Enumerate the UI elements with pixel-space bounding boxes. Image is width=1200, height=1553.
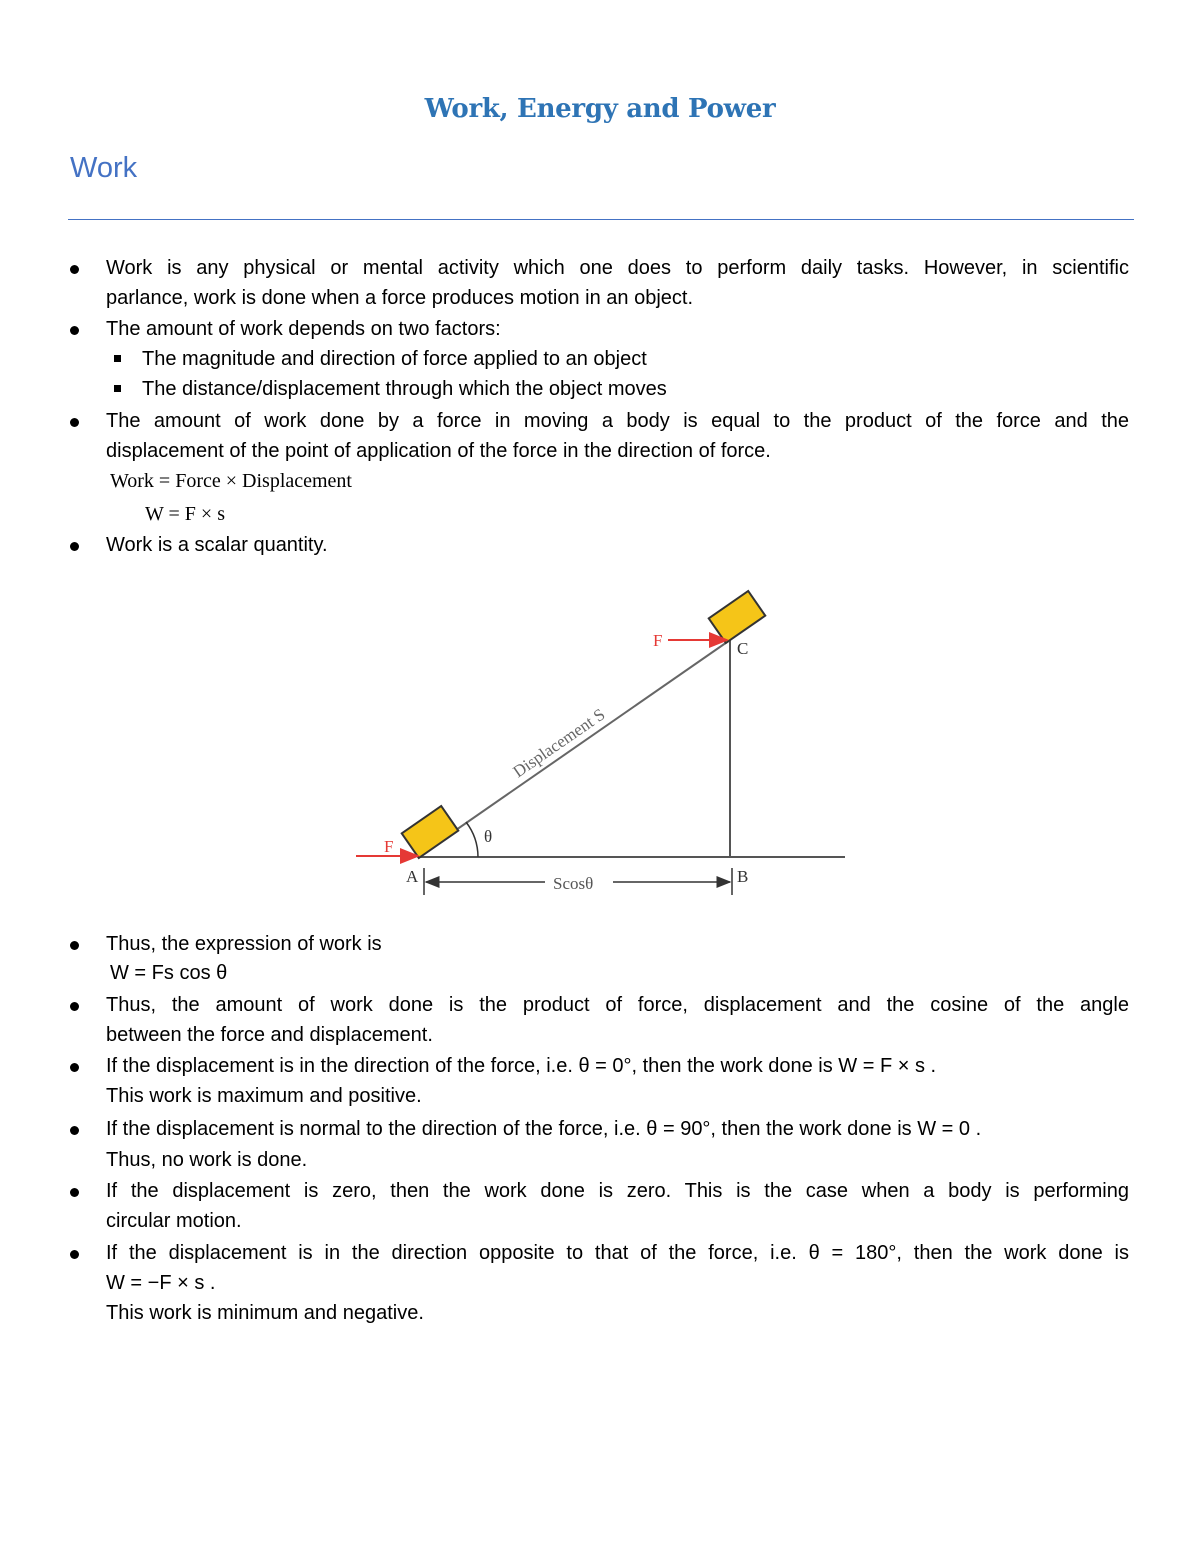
bullet-dot xyxy=(70,1250,79,1259)
bullet-1-line-2: parlance, work is done when a force produces motion in an object. xyxy=(106,287,694,309)
formula-w-fscos: W = Fs cos θ xyxy=(110,962,228,984)
bullet-8-line-1: If the displacement is normal to the direction of the force, i.e. θ = 90°, then the work done is W = 0 . xyxy=(106,1118,982,1140)
bullet-2: The amount of work depends on two factors: xyxy=(106,318,501,340)
angle-arc xyxy=(466,822,478,857)
bullet-10-line-2: W = −F × s . xyxy=(106,1272,216,1294)
label-theta: θ xyxy=(484,827,493,846)
sub-bullet-1: The magnitude and direction of force applied to an object xyxy=(142,348,647,370)
section-heading-work: Work xyxy=(70,152,138,184)
bullet-dot xyxy=(70,1063,79,1072)
bullet-dot xyxy=(70,1188,79,1197)
bullet-dot xyxy=(70,941,79,950)
bullet-9-line-2: circular motion. xyxy=(106,1210,242,1232)
formula-work-force-displacement: Work = Force × Displacement xyxy=(110,470,352,492)
bullet-6-line-1: Thus, the amount of work done is the product of force, displacement and the cosine of the angle xyxy=(106,994,1129,1016)
bullet-9-line-1: If the displacement is zero, then the work done is zero. This is the case when a body is performing xyxy=(106,1180,1129,1202)
document-title: Work, Energy and Power xyxy=(424,94,776,124)
label-displacement: Displacement S xyxy=(509,704,609,782)
bullet-5: Thus, the expression of work is xyxy=(106,933,382,955)
label-point-b: B xyxy=(737,867,749,886)
formula-w-fs: W = F × s xyxy=(145,503,225,525)
bullet-10-line-1: If the displacement is in the direction opposite to that of the force, i.e. θ = 180°, then the work done is xyxy=(106,1242,1129,1264)
block-at-c xyxy=(709,591,766,643)
label-scos: Scosθ xyxy=(553,874,594,893)
block-at-a xyxy=(402,806,459,858)
bullet-8-line-2: Thus, no work is done. xyxy=(106,1149,308,1171)
label-force-c: F xyxy=(653,631,663,650)
bullet-dot xyxy=(70,1126,79,1135)
bullet-3-line-2: displacement of the point of application of the force in the direction of force. xyxy=(106,440,771,462)
bullet-10-line-3: This work is minimum and negative. xyxy=(106,1302,424,1324)
bullet-6-line-2: between the force and displacement. xyxy=(106,1024,433,1046)
bullet-3-line-1: The amount of work done by a force in moving a body is equal to the product of the force and the xyxy=(106,410,1129,432)
sub-bullet-2: The distance/displacement through which the object moves xyxy=(142,378,667,400)
label-point-c: C xyxy=(737,639,749,658)
label-force-a: F xyxy=(384,837,394,856)
bullet-7-line-2: This work is maximum and positive. xyxy=(106,1085,422,1107)
bullet-7-line-1: If the displacement is in the direction of the force, i.e. θ = 0°, then the work done is W = F × s . xyxy=(106,1055,937,1077)
label-point-a: A xyxy=(406,867,419,886)
bullet-dot xyxy=(70,1002,79,1011)
bullet-4: Work is a scalar quantity. xyxy=(106,534,328,556)
bullet-1-line-1: Work is any physical or mental activity which one does to perform daily tasks. However, in scientific xyxy=(106,257,1129,279)
